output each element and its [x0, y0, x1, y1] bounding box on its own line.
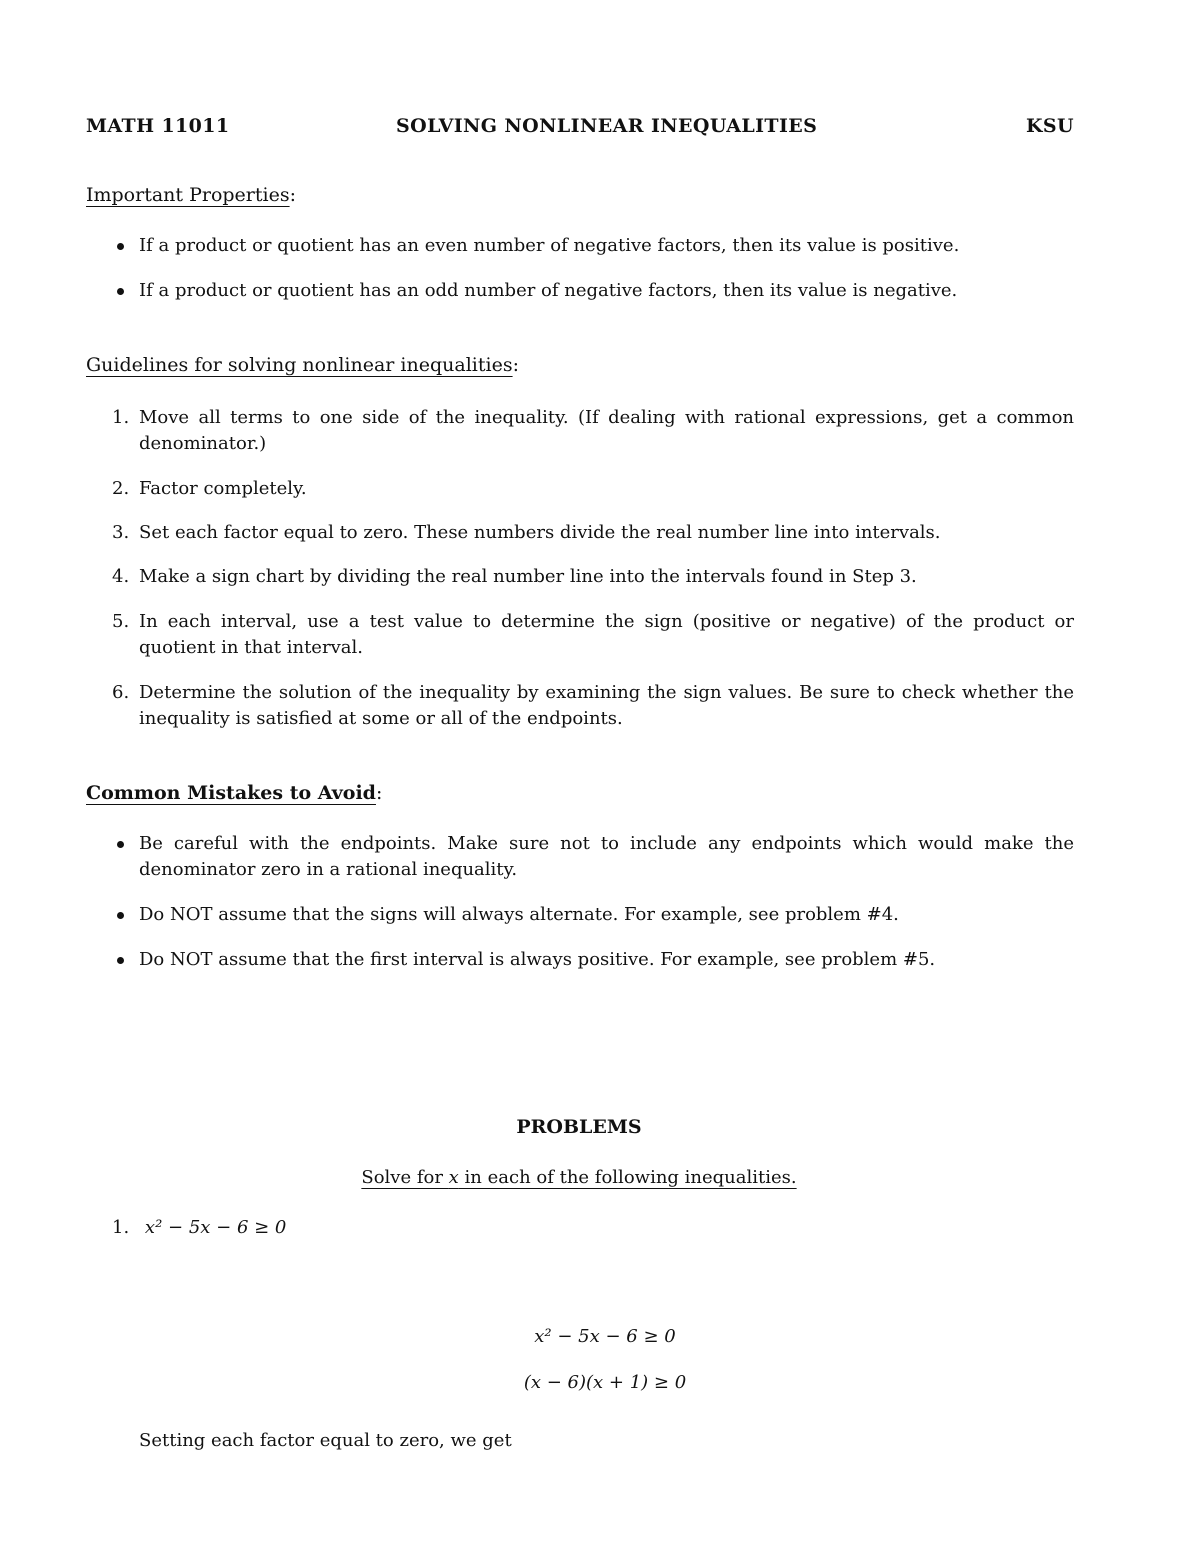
list-item	[86, 902, 1074, 928]
course-code: MATH 11011	[86, 115, 230, 137]
list-item-text: Do NOT assume that the first interval is always positive. For example, see problem #5.	[139, 949, 936, 970]
list-item	[86, 947, 1074, 973]
important-properties-title: Important Properties	[86, 184, 290, 206]
list-item-text: Do NOT assume that the signs will always alternate. For example, see problem #4.	[139, 904, 899, 925]
instructions-text	[361, 1167, 796, 1188]
list-item	[86, 278, 1074, 304]
step-number: 4.	[112, 566, 130, 587]
problems-instructions	[0, 1167, 1158, 1188]
list-item-text: If a product or quotient has an even number of negative factors, then its value is positive.	[139, 235, 960, 256]
document-title: SOLVING NONLINEAR INEQUALITIES	[396, 115, 818, 137]
heading-colon: :	[375, 782, 383, 804]
problem-number: 1.	[112, 1217, 130, 1238]
institution-name: KSU	[1025, 115, 1074, 137]
problem-1	[112, 1217, 286, 1238]
instructions-prefix: Solve for	[361, 1167, 449, 1188]
guidelines-title: Guidelines for solving nonlinear inequalities	[86, 354, 513, 376]
variable-x: x	[448, 1167, 459, 1188]
page-header	[86, 115, 1074, 145]
list-item-text: Be careful with the endpoints. Make sure not to include any endpoints which would make the denominator zero in a rational inequality.	[139, 833, 1074, 880]
bullet-icon	[117, 288, 124, 295]
step-number: 1.	[112, 407, 130, 428]
list-item	[86, 680, 1074, 732]
important-properties-list	[86, 233, 1074, 304]
step-text: Move all terms to one side of the inequality. (If dealing with rational expressions, get a common denominator.)	[139, 407, 1074, 454]
step-text: Set each factor equal to zero. These numbers divide the real number line into intervals.	[139, 522, 941, 543]
bullet-icon	[117, 243, 124, 250]
step-number: 5.	[112, 611, 130, 632]
step-text: In each interval, use a test value to determine the sign (positive or negative) of the product or quotient in that interval.	[139, 611, 1074, 658]
work-equation-2: (x − 6)(x + 1) ≥ 0	[523, 1372, 687, 1393]
mistakes-title: Common Mistakes to Avoid	[86, 782, 376, 804]
list-item	[86, 831, 1074, 883]
list-item	[86, 233, 1074, 259]
instructions-suffix: in each of the following inequalities.	[458, 1167, 797, 1188]
step-number: 3.	[112, 522, 130, 543]
important-properties-heading	[86, 184, 296, 206]
bullet-icon	[117, 912, 124, 919]
step-text: Factor completely.	[139, 478, 307, 499]
heading-colon: :	[289, 184, 296, 206]
list-item	[86, 405, 1074, 457]
list-item	[86, 564, 1074, 590]
step-text: Make a sign chart by dividing the real number line into the intervals found in Step 3.	[139, 566, 917, 587]
step-number: 6.	[112, 682, 130, 703]
step-text: Determine the solution of the inequality by examining the sign values. Be sure to check whether the inequality is satisfied at some or all of the endpoints.	[139, 682, 1074, 729]
heading-colon: :	[512, 354, 519, 376]
list-item	[86, 476, 1074, 502]
mistakes-list	[86, 831, 1074, 973]
step-number: 2.	[112, 478, 130, 499]
problems-title: PROBLEMS	[516, 1116, 642, 1138]
list-item	[86, 520, 1074, 546]
problem-expression: x² − 5x − 6 ≥ 0	[144, 1217, 287, 1238]
list-item-text: If a product or quotient has an odd number of negative factors, then its value is negative.	[139, 280, 958, 301]
list-item	[86, 609, 1074, 661]
work-equation-1: x² − 5x − 6 ≥ 0	[534, 1326, 676, 1347]
guidelines-list	[86, 405, 1074, 732]
explanation-text: Setting each factor equal to zero, we get	[139, 1430, 512, 1451]
mistakes-heading	[86, 782, 382, 804]
guidelines-heading	[86, 354, 519, 376]
bullet-icon	[117, 841, 124, 848]
bullet-icon	[117, 957, 124, 964]
